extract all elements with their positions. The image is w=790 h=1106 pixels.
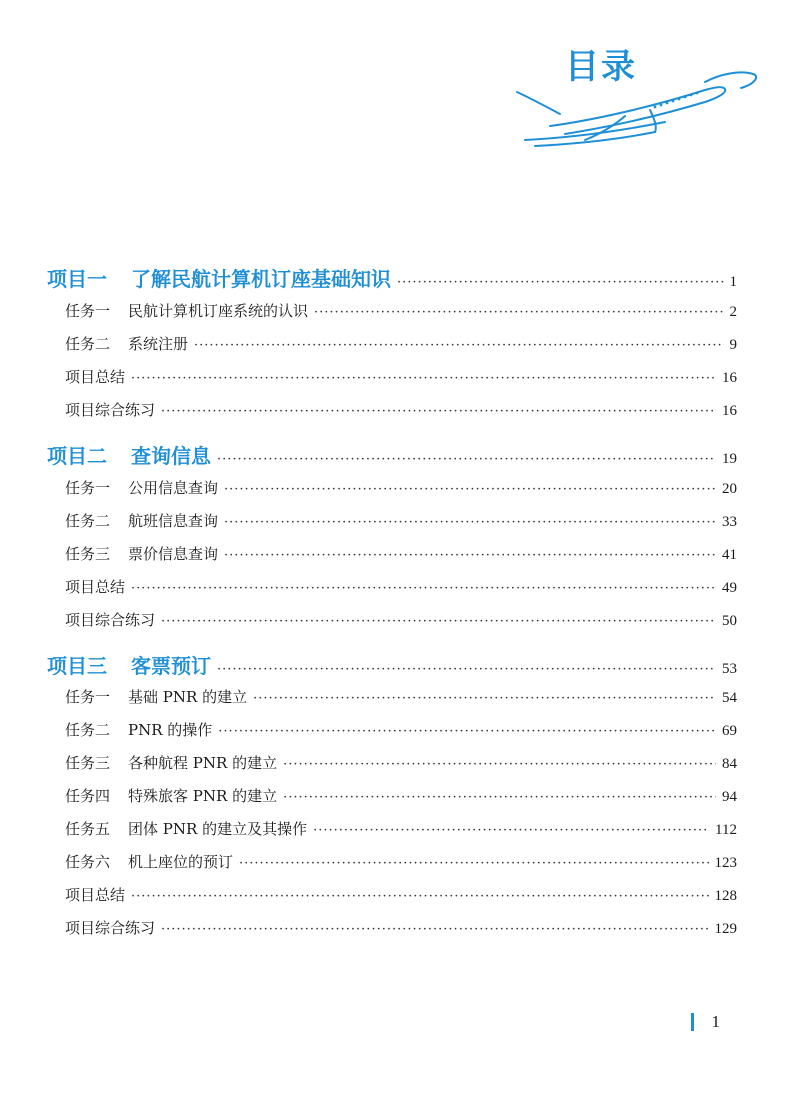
toc-leader-dots bbox=[283, 790, 716, 805]
toc-project-entry[interactable] bbox=[47, 440, 737, 469]
toc-entry-page: 54 bbox=[722, 690, 737, 706]
toc-entry-page: 16 bbox=[722, 370, 737, 386]
toc-entry-label: 任务一 bbox=[65, 479, 111, 497]
toc-entry-page: 41 bbox=[722, 547, 737, 563]
toc-leader-dots bbox=[224, 482, 716, 497]
toc-leader-dots bbox=[161, 614, 716, 629]
toc-entry-page: 20 bbox=[722, 481, 737, 497]
toc-entry-page: 53 bbox=[722, 661, 737, 677]
toc-entry-title: 查询信息 bbox=[131, 444, 211, 468]
toc-entry-page: 19 bbox=[722, 451, 737, 467]
toc-project-entry[interactable] bbox=[47, 650, 737, 679]
toc-task-entry[interactable] bbox=[65, 543, 737, 564]
toc-entry-label: 项目二 bbox=[47, 444, 107, 468]
toc-leader-dots bbox=[161, 922, 708, 937]
toc-entry-title: 项目总结 bbox=[65, 886, 126, 904]
toc-entry-page: 49 bbox=[722, 580, 737, 596]
toc-entry-label: 任务一 bbox=[65, 688, 111, 706]
toc-task-entry[interactable] bbox=[65, 686, 737, 707]
page-number bbox=[691, 1012, 721, 1032]
toc-task-entry[interactable] bbox=[65, 609, 737, 630]
toc-entry-page: 123 bbox=[714, 855, 737, 871]
toc-entry-page: 69 bbox=[722, 723, 737, 739]
toc-task-entry[interactable] bbox=[65, 576, 737, 597]
toc-leader-dots bbox=[224, 548, 716, 563]
toc-leader-dots bbox=[313, 823, 709, 838]
toc-task-entry[interactable] bbox=[65, 333, 737, 354]
toc-leader-dots bbox=[194, 338, 723, 353]
toc-entry-label: 任务二 bbox=[65, 721, 111, 739]
toc-task-entry[interactable] bbox=[65, 510, 737, 531]
toc-task-entry[interactable] bbox=[65, 752, 737, 773]
toc-task-entry[interactable] bbox=[65, 785, 737, 806]
toc-entry-title: 航班信息查询 bbox=[128, 512, 219, 530]
toc-entry-title: 项目综合练习 bbox=[65, 401, 156, 419]
toc-leader-dots bbox=[239, 856, 708, 871]
page-marker-bar bbox=[691, 1013, 694, 1031]
toc-entry-title: PNR 的操作 bbox=[128, 721, 213, 739]
toc-entry-title: 项目综合练习 bbox=[65, 611, 156, 629]
toc-entry-label: 任务三 bbox=[65, 754, 111, 772]
toc-entry-title: 基础 PNR 的建立 bbox=[128, 688, 248, 706]
toc-entry-title: 票价信息查询 bbox=[128, 545, 219, 563]
page-title: 目录 bbox=[565, 47, 637, 87]
toc-entry-page: 16 bbox=[722, 403, 737, 419]
toc-entry-title: 了解民航计算机订座基础知识 bbox=[131, 267, 391, 291]
toc-entry-label: 任务一 bbox=[65, 302, 111, 320]
toc-task-entry[interactable] bbox=[65, 399, 737, 420]
toc-entry-label: 任务二 bbox=[65, 512, 111, 530]
toc-entry-page: 9 bbox=[729, 337, 737, 353]
toc-entry-page: 1 bbox=[729, 274, 737, 290]
toc-task-entry[interactable] bbox=[65, 300, 737, 321]
toc-entry-label: 任务五 bbox=[65, 820, 111, 838]
toc-entry-page: 129 bbox=[714, 921, 737, 937]
toc-entry-title: 特殊旅客 PNR 的建立 bbox=[128, 787, 278, 805]
toc-entry-page: 128 bbox=[714, 888, 737, 904]
toc-entry-page: 2 bbox=[729, 304, 737, 320]
toc-project-entry[interactable] bbox=[47, 263, 737, 292]
toc-leader-dots bbox=[131, 889, 708, 904]
toc-entry-page: 112 bbox=[715, 822, 737, 838]
toc-entry-page: 84 bbox=[722, 756, 737, 772]
toc-leader-dots bbox=[217, 452, 716, 467]
toc-leader-dots bbox=[161, 404, 716, 419]
toc-entry-label: 任务三 bbox=[65, 545, 111, 563]
toc-entry-title: 机上座位的预订 bbox=[128, 853, 234, 871]
toc-entry-title: 各种航程 PNR 的建立 bbox=[128, 754, 278, 772]
toc-task-entry[interactable] bbox=[65, 818, 737, 839]
toc-entry-title: 公用信息查询 bbox=[128, 479, 219, 497]
toc-entry-title: 系统注册 bbox=[128, 335, 189, 353]
toc-leader-dots bbox=[314, 305, 723, 320]
toc-entry-label: 项目一 bbox=[47, 267, 107, 291]
toc-entry-title: 项目综合练习 bbox=[65, 919, 156, 937]
toc-entry-page: 33 bbox=[722, 514, 737, 530]
page-number-value: 1 bbox=[711, 1012, 720, 1031]
toc-entry-page: 50 bbox=[722, 613, 737, 629]
toc-task-entry[interactable] bbox=[65, 884, 737, 905]
toc-leader-dots bbox=[217, 662, 716, 677]
toc-task-entry[interactable] bbox=[65, 719, 737, 740]
toc-leader-dots bbox=[131, 371, 716, 386]
toc-leader-dots bbox=[218, 724, 716, 739]
toc-entry-label: 项目三 bbox=[47, 654, 107, 678]
toc-leader-dots bbox=[224, 515, 716, 530]
toc-leader-dots bbox=[131, 581, 716, 596]
toc-leader-dots bbox=[253, 691, 716, 706]
toc-entry-title: 项目总结 bbox=[65, 578, 126, 596]
toc-task-entry[interactable] bbox=[65, 851, 737, 872]
toc-entry-title: 团体 PNR 的建立及其操作 bbox=[128, 820, 308, 838]
toc-entry-label: 任务六 bbox=[65, 853, 111, 871]
toc-entry-label: 任务四 bbox=[65, 787, 111, 805]
toc-leader-dots bbox=[283, 757, 716, 772]
toc-entry-page: 94 bbox=[722, 789, 737, 805]
toc-task-entry[interactable] bbox=[65, 917, 737, 938]
toc-leader-dots bbox=[397, 275, 724, 290]
toc-entry-title: 项目总结 bbox=[65, 368, 126, 386]
toc-entry-title: 民航计算机订座系统的认识 bbox=[128, 302, 309, 320]
toc-task-entry[interactable] bbox=[65, 477, 737, 498]
toc-task-entry[interactable] bbox=[65, 366, 737, 387]
toc-entry-title: 客票预订 bbox=[131, 654, 211, 678]
toc-entry-label: 任务二 bbox=[65, 335, 111, 353]
